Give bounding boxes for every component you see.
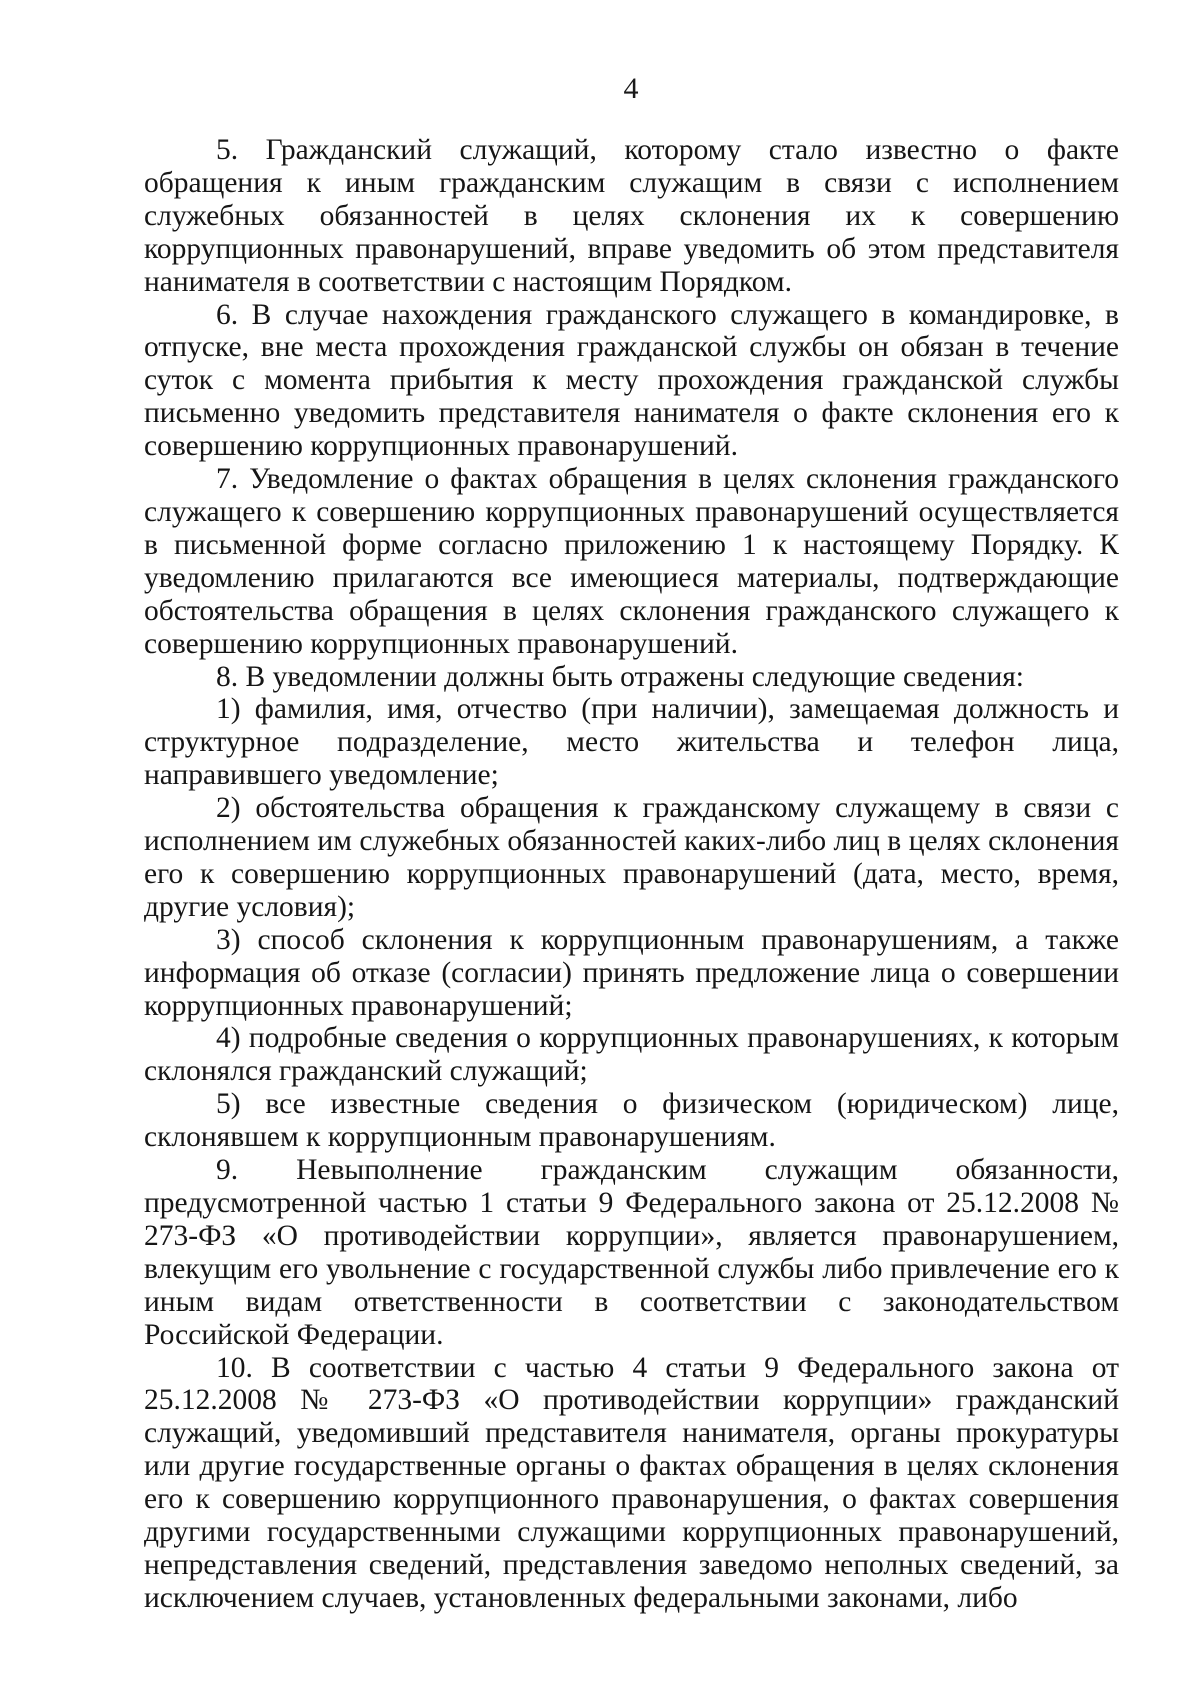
list-item-3: 3) способ склонения к коррупционным правонарушениям, а также информация об отказе (согласии) принять предложение лица о совершении коррупционных правонарушений;: [144, 923, 1119, 1022]
list-item-1: 1) фамилия, имя, отчество (при наличии), замещаемая должность и структурное подразделение, место жительства и телефон лица, направившего уведомление;: [144, 693, 1119, 792]
paragraph-8: 8. В уведомлении должны быть отражены следующие сведения:: [216, 660, 1024, 693]
paragraph-9: 9. Невыполнение гражданским служащим обязанности, предусмотренной частью 1 статьи 9 Федерального закона от 25.12.2008 № 273-ФЗ «О противодействии коррупции», является правонарушением, влекущим его увольнение с государственной службы либо привлечение его к иным видам ответственности в соответствии с законодательством Российской Федерации.: [144, 1154, 1119, 1351]
paragraph-10: 10. В соответствии с частью 4 статьи 9 Федерального закона от 25.12.2008 № 273-ФЗ «О противодействии коррупции» гражданский служащий, уведомивший представителя нанимателя, органы прокуратуры или другие государственные органы о фактах обращения в целях склонения его к совершению коррупционного правонарушения, о фактах совершения другими государственными служащими коррупционных правонарушений, непредставления сведений, представления заведомо неполных сведений, за исключением случаев, установленных федеральными законами, либо: [144, 1351, 1119, 1614]
paragraph-5: 5. Гражданский служащий, которому стало известно о факте обращения к иным гражданским служащим в связи с исполнением служебных обязанностей в целях склонения их к совершению коррупционных правонарушений, вправе уведомить об этом представителя нанимателя в соответствии с настоящим Порядком.: [144, 134, 1119, 298]
list-item-5: 5) все известные сведения о физическом (юридическом) лице, склонявшем к коррупционным правонарушениям.: [144, 1088, 1119, 1154]
list-item-4: 4) подробные сведения о коррупционных правонарушениях, к которым склонялся гражданский служащий;: [144, 1022, 1119, 1088]
paragraph-6: 6. В случае нахождения гражданского служащего в командировке, в отпуске, вне места прохождения гражданской службы он обязан в течение суток с момента прибытия к месту прохождения гражданской службы письменно уведомить представителя нанимателя о факте склонения его к совершению коррупционных правонарушений.: [144, 298, 1119, 463]
paragraph-7: 7. Уведомление о фактах обращения в целях склонения гражданского служащего к совершению коррупционных правонарушений осуществляется в письменной форме согласно приложению 1 к настоящему Порядку. К уведомлению прилагаются все имеющиеся материалы, подтверждающие обстоятельства обращения в целях склонения гражданского служащего к совершению коррупционных правонарушений.: [144, 463, 1119, 660]
page-number: 4: [623, 72, 639, 105]
list-item-2: 2) обстоятельства обращения к гражданскому служащему в связи с исполнением им служебных обязанностей каких-либо лиц в целях склонения его к совершению коррупционных правонарушений (дата, место, время, другие условия);: [144, 792, 1119, 923]
document-body: [144, 134, 1119, 1615]
